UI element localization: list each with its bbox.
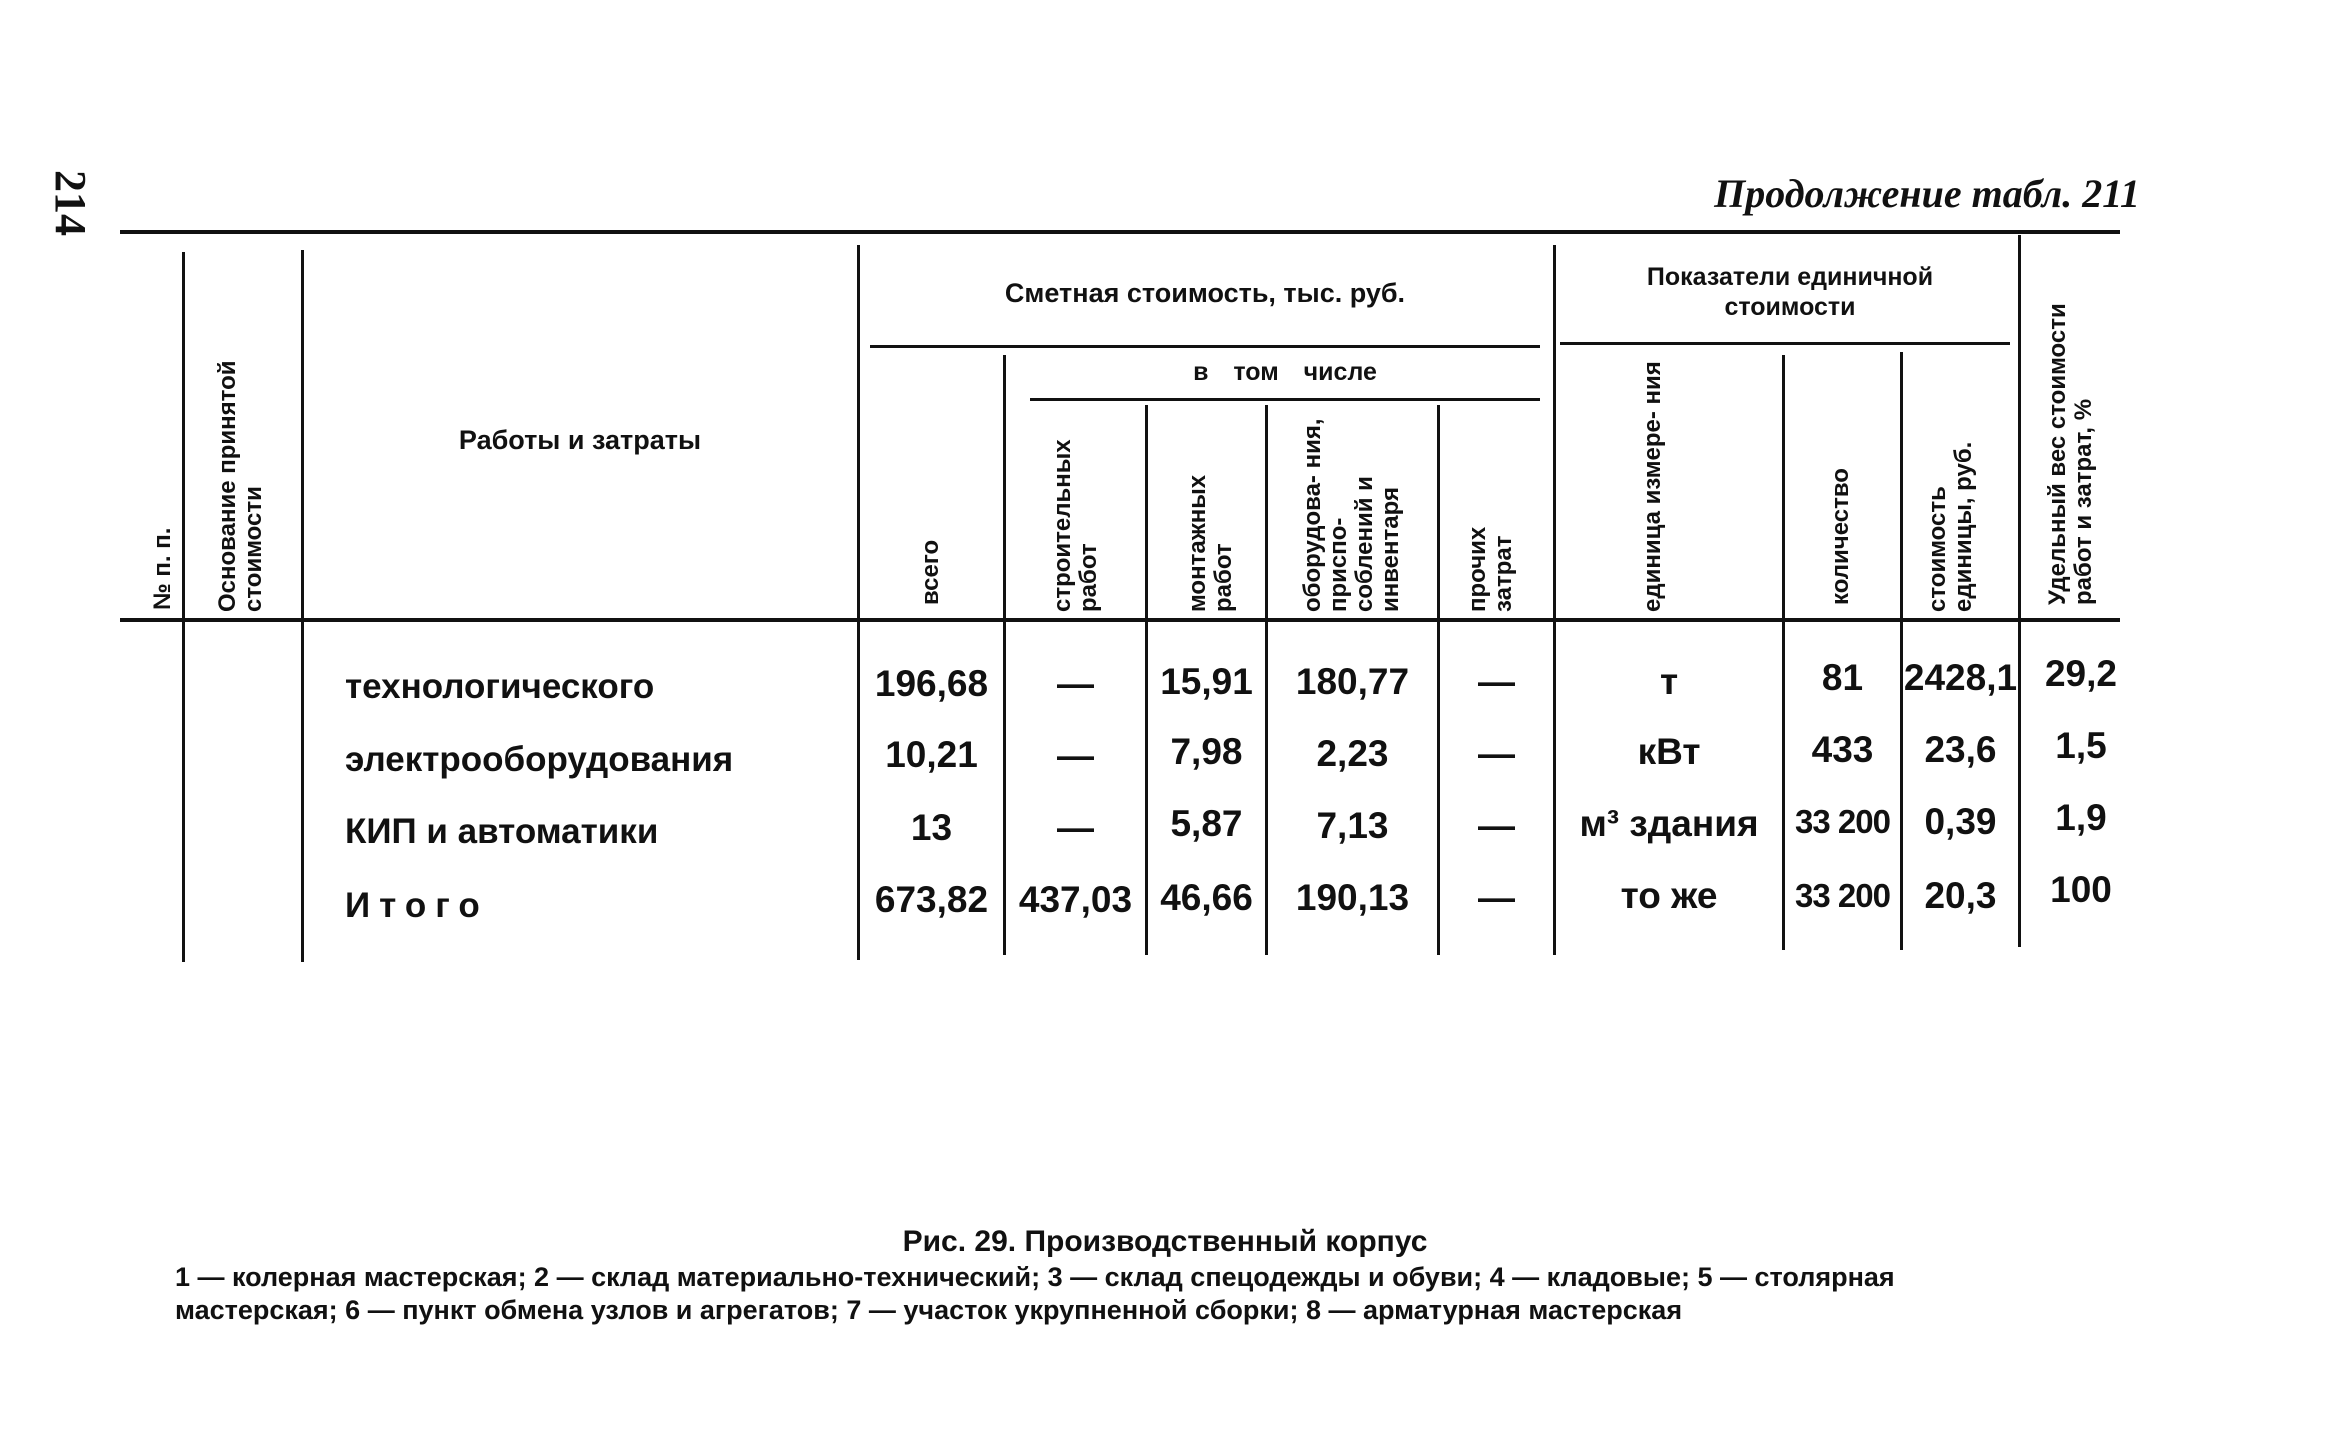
header-estimate-group: Сметная стоимость, тыс. руб. (1004, 278, 1406, 308)
row-total: 673,82 (874, 879, 989, 920)
row-construction: — (1057, 735, 1094, 776)
header-unit-cost-text: стоимость единицы, руб. (1924, 441, 1977, 612)
row-total: 10,21 (885, 734, 978, 775)
row-construction: — (1057, 807, 1094, 848)
header-quantity: количество (1827, 468, 1854, 605)
row-share: 1,5 (2055, 725, 2107, 766)
table-top-rule (120, 230, 2120, 234)
row-installation: 7,98 (1170, 731, 1243, 772)
page-number: 214 (46, 170, 95, 236)
header-other (1465, 502, 1517, 612)
row-total: 196,68 (874, 663, 989, 704)
row-unit-cost: 0,39 (1924, 801, 1997, 842)
row-other: — (1478, 733, 1515, 774)
row-construction: — (1057, 663, 1094, 704)
row-unit-cost: 2428,1 (1903, 657, 2018, 698)
header-num: № п. п. (149, 527, 176, 610)
header-construction-text: строительных работ (1049, 439, 1102, 612)
row-unit-cost: 23,6 (1924, 729, 1997, 770)
row-equipment: 180,77 (1295, 661, 1410, 702)
row-unit: то же (1620, 875, 1718, 916)
header-share (2045, 235, 2097, 605)
row-works: КИП и автоматики (345, 812, 659, 851)
col-rule-8 (1553, 245, 1556, 955)
header-equipment-text: оборудова- ния, приспо- соблений и инвентаря (1299, 418, 1404, 612)
row-quantity: 81 (1821, 657, 1864, 698)
header-total: всего (917, 539, 944, 605)
row-unit-cost: 20,3 (1924, 875, 1997, 916)
header-share-text: Удельный вес стоимости работ и затрат, % (2044, 303, 2097, 605)
row-other: — (1478, 805, 1515, 846)
header-basis (215, 292, 267, 612)
col-rule-11 (2018, 235, 2021, 947)
header-construction (1050, 412, 1102, 612)
row-quantity: 433 (1811, 729, 1874, 770)
row-unit: кВт (1637, 731, 1701, 772)
col-rule-1 (182, 252, 185, 962)
row-works: электрооборудования (345, 740, 734, 779)
header-installation-text: монтажных работ (1184, 474, 1237, 612)
figure-legend-line-1: 1 — колерная мастерская; 2 — склад материально-технический; 3 — склад спецодежды и обуви; 4 — кладовые; 5 — столярная (175, 1262, 1895, 1292)
row-construction: 437,03 (1018, 879, 1133, 920)
header-equipment (1300, 417, 1404, 612)
header-other-text: прочих затрат (1464, 526, 1517, 612)
header-works: Работы и затраты (458, 425, 702, 455)
row-share: 1,9 (2055, 797, 2107, 838)
estimate-group-rule (870, 345, 1540, 348)
row-equipment: 2,23 (1316, 733, 1389, 774)
figure-title: Рис. 29. Производственный корпус (902, 1225, 1428, 1258)
row-works: Итого (345, 886, 489, 925)
header-unit-text: единица измере- ния (1639, 361, 1666, 612)
header-basis-text: Основание принятой стоимости (214, 360, 267, 612)
col-rule-4 (1003, 355, 1006, 955)
row-unit: т (1659, 661, 1679, 702)
col-rule-10 (1900, 352, 1903, 950)
col-rule-2 (301, 250, 304, 962)
header-unit-cost (1925, 372, 1977, 612)
row-other: — (1478, 661, 1515, 702)
row-works: технологического (345, 667, 655, 706)
row-unit: м³ здания (1579, 803, 1759, 844)
header-including: в том числе (1193, 358, 1377, 386)
row-share: 100 (2050, 869, 2112, 910)
header-unit (1640, 342, 1666, 612)
row-installation: 15,91 (1160, 661, 1253, 702)
header-bottom-rule (120, 618, 2120, 622)
figure-legend-line-2: мастерская; 6 — пункт обмена узлов и агрегатов; 7 — участок укрупненной сборки; 8 — арматурная мастерская (175, 1295, 1683, 1325)
col-rule-9 (1782, 355, 1785, 950)
row-installation: 5,87 (1170, 803, 1243, 844)
header-indicators-group: Показатели единичной стоимости (1646, 263, 1934, 321)
row-other: — (1478, 877, 1515, 918)
row-share: 29,2 (2044, 653, 2117, 694)
indicators-group-rule (1560, 342, 2010, 345)
row-installation: 46,66 (1160, 877, 1253, 918)
header-installation (1185, 452, 1237, 612)
row-quantity: 33 200 (1795, 803, 1890, 840)
row-total: 13 (910, 807, 953, 848)
including-rule (1030, 398, 1540, 401)
row-quantity: 33 200 (1795, 877, 1890, 914)
col-rule-3 (857, 245, 860, 960)
row-equipment: 7,13 (1316, 805, 1389, 846)
continuation-heading: Продолжение табл. 211 (1714, 171, 2140, 216)
row-equipment: 190,13 (1295, 877, 1410, 918)
